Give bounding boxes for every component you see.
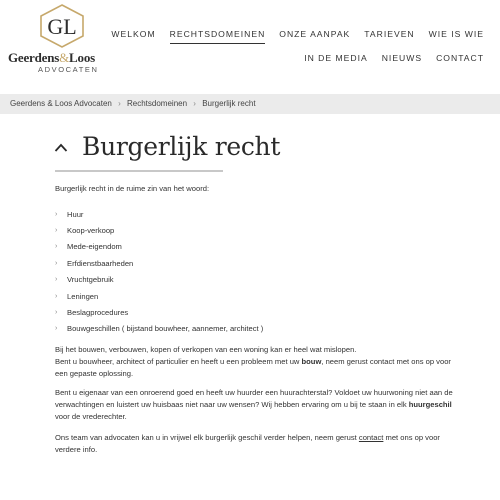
paragraph-huur: Bent u eigenaar van een onroerend goed en heeft uw huurder een huurachterstal? Voldoet uw huurwoning niet aan de verwachtingen en luistert uw huisbaas niet naar uw wensen? Wij hebben ervaring om u bij te staan in elk huurgeschil voor de vrederechter. — [55, 388, 453, 421]
list-item: › Beslagprocedures — [55, 308, 129, 318]
nav-item-wie-is-wie[interactable]: WIE IS WIE — [428, 29, 484, 39]
chevron-right-icon: › — [55, 243, 58, 251]
list-item: › Bouwgeschillen ( bijstand bouwheer, aannemer, architect ) — [55, 324, 264, 334]
intro-text: Burgerlijk recht in de ruime zin van het woord: — [55, 184, 210, 193]
logo-subtitle: ADVOCATEN — [38, 65, 99, 74]
domain-list — [55, 206, 263, 337]
nav-item-contact[interactable]: CONTACT — [436, 53, 484, 63]
breadcrumb-separator-icon: › — [193, 99, 196, 108]
chevron-right-icon: › — [55, 259, 58, 267]
breadcrumb-rechtsdomeinen-link[interactable]: Rechtsdomeinen — [127, 99, 188, 108]
chevron-right-icon: › — [55, 292, 58, 300]
breadcrumb-current: Burgerlijk recht — [202, 99, 256, 108]
nav-item-welkom[interactable]: WELKOM — [111, 29, 156, 39]
paragraph-bouw: Bij het bouwen, verbouwen, kopen of verkopen van een woning kan er heel wat mislopen. Bent u bouwheer, architect of particulier en heeft u een probleem met uw bouw, neem gerust contact met ons op voor een gepaste oplossing. — [55, 345, 451, 378]
list-item: › Leningen — [55, 291, 99, 301]
chevron-right-icon: › — [55, 227, 58, 235]
title-divider — [55, 170, 223, 172]
breadcrumb-separator-icon: › — [118, 99, 121, 108]
site-logo[interactable] — [8, 4, 108, 74]
paragraph-contact: Ons team van advocaten kan u in vrijwel elk burgerlijk geschil verder helpen, neem gerust contact met ons op voor verdere info. — [55, 433, 440, 454]
contact-link[interactable]: contact — [358, 433, 384, 442]
chevron-right-icon: › — [55, 325, 58, 333]
breadcrumb-home-link[interactable]: Geerdens & Loos Advocaten — [10, 99, 112, 108]
chevron-up-icon[interactable] — [54, 141, 68, 155]
page-title: Burgerlijk recht — [82, 132, 281, 161]
logo-monogram-text: GL — [47, 14, 77, 39]
main-content — [40, 122, 480, 472]
nav-item-rechtsdomeinen[interactable]: RECHTSDOMEINEN — [170, 29, 266, 44]
chevron-right-icon: › — [55, 309, 58, 317]
list-item: › Mede-eigendom — [55, 242, 122, 252]
list-item: › Huur — [55, 209, 84, 219]
nav-item-tarieven[interactable]: TARIEVEN — [364, 29, 415, 39]
logo-name: Geerdens&Loos — [8, 50, 95, 65]
logo-monogram-icon — [38, 4, 86, 48]
list-item: › Vruchtgebruik — [55, 275, 114, 285]
nav-item-onze-aanpak[interactable]: ONZE AANPAK — [279, 29, 351, 39]
list-item: › Koop-verkoop — [55, 226, 115, 236]
chevron-right-icon: › — [55, 210, 58, 218]
breadcrumb-bar — [0, 94, 500, 114]
title-row — [54, 132, 280, 161]
site-header — [0, 0, 500, 94]
nav-item-in-de-media[interactable]: IN DE MEDIA — [304, 53, 368, 63]
nav-item-nieuws[interactable]: NIEUWS — [381, 53, 423, 63]
list-item: › Erfdienstbaarheden — [55, 258, 134, 268]
breadcrumb — [10, 99, 256, 108]
chevron-right-icon: › — [55, 276, 58, 284]
main-nav-row-1 — [97, 29, 484, 44]
main-nav-row-2 — [290, 53, 484, 67]
